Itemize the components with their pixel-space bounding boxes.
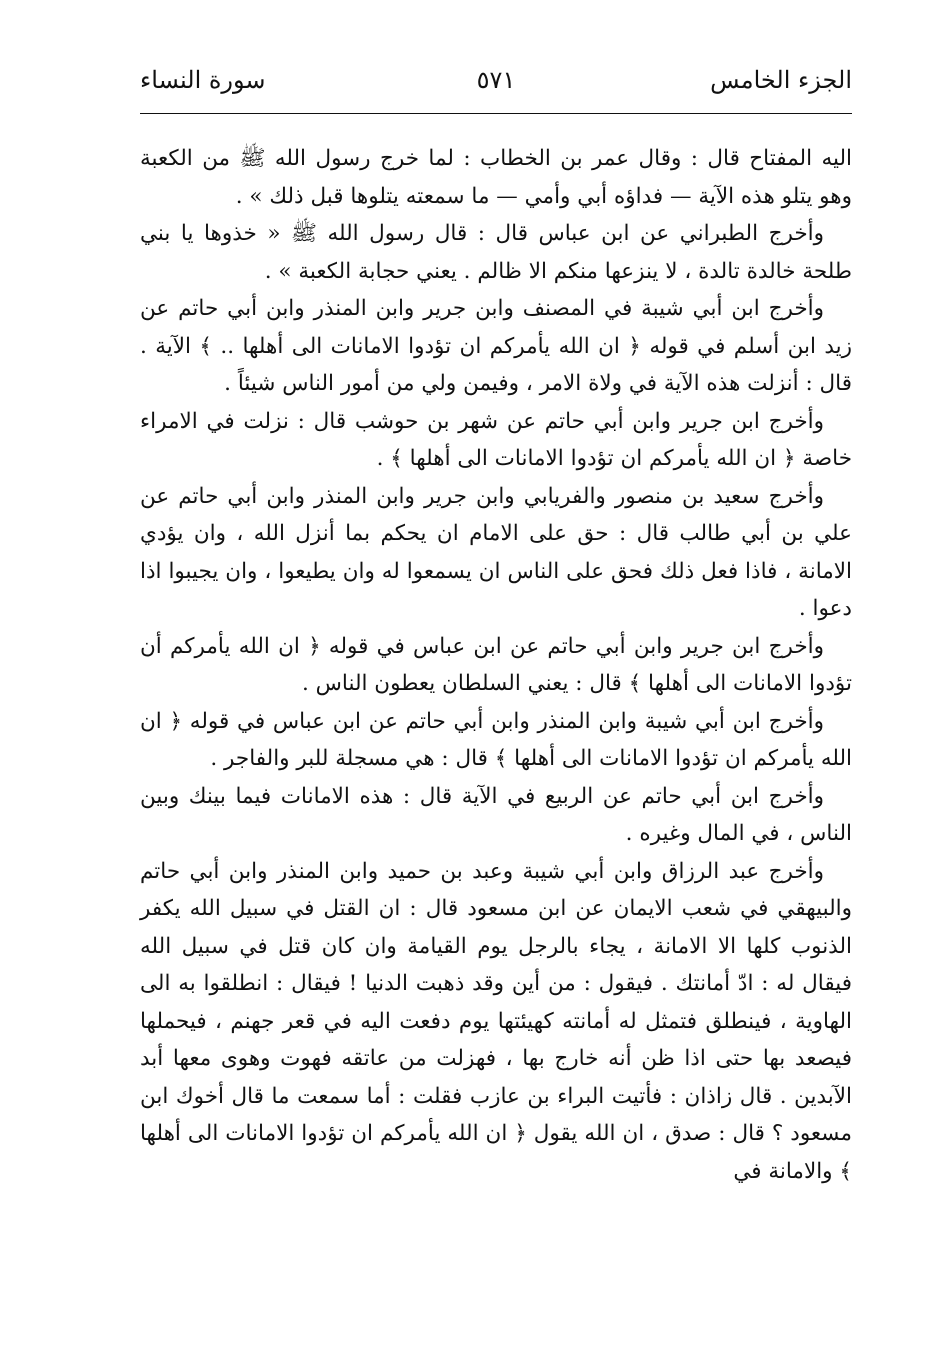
paragraph-2: وأخرج الطبراني عن ابن عباس قال : قال رسول الله ﷺ « خذوها يا بني طلحة خالدة تالدة ، لا ينزعها منكم الا ظالم . يعني حجابة الكعبة » . xyxy=(140,221,852,284)
header-surah-title: سورة النساء xyxy=(140,66,266,94)
paragraph-5: وأخرج سعيد بن منصور والفريابي وابن جرير وابن المنذر وابن أبي حاتم عن علي بن أبي طالب قال : حق على الامام ان يحكم بما أنزل الله ، وان يؤدي الامانة ، فاذا فعل ذلك فحق على الناس ان يسمعوا له وان يطيعوا ، وان يجيبوا اذا دعوا . xyxy=(140,483,852,621)
page-body xyxy=(140,140,852,1190)
paragraph-3: وأخرج ابن أبي شيبة في المصنف وابن جرير وابن المنذر وابن أبي حاتم عن زيد ابن أسلم في قوله ﴿ ان الله يأمركم ان تؤدوا الامانات الى أهلها .. ﴾ الآية . قال : أنزلت هذه الآية في ولاة الامر ، وفيمن ولي من أمور الناس شيئاً . xyxy=(140,296,852,396)
paragraph-4: وأخرج ابن جرير وابن أبي حاتم عن شهر بن حوشب قال : نزلت في الامراء خاصة ﴿ ان الله يأمركم ان تؤدوا الامانات الى أهلها ﴾ . xyxy=(140,408,852,471)
page-header xyxy=(140,62,852,102)
header-part-title: الجزء الخامس xyxy=(710,66,852,94)
paragraph-1: اليه المفتاح قال : وقال عمر بن الخطاب : لما خرج رسول الله ﷺ من الكعبة وهو يتلو هذه الآية — فداؤه أبي وأمي — ما سمعته يتلوها قبل ذلك » . xyxy=(140,146,852,209)
paragraph-6: وأخرج ابن جرير وابن أبي حاتم عن ابن عباس في قوله ﴿ ان الله يأمركم أن تؤدوا الامانات الى أهلها ﴾ قال : يعني السلطان يعطون الناس . xyxy=(140,633,852,696)
paragraph-7: وأخرج ابن أبي شيبة وابن المنذر وابن أبي حاتم عن ابن عباس في قوله ﴿ ان الله يأمركم ان تؤدوا الامانات الى أهلها ﴾ قال : هي مسجلة للبر والفاجر . xyxy=(140,708,852,771)
paragraph-9: وأخرج عبد الرزاق وابن أبي شيبة وعبد بن حميد وابن المنذر وابن أبي حاتم والبيهقي في شعب الايمان عن ابن مسعود قال : ان القتل في سبيل الله يكفر الذنوب كلها الا الامانة ، يجاء بالرجل يوم القيامة وان كان قتل في سبيل الله فيقال له : ادّ أمانتك . فيقول : من أين وقد ذهبت الدنيا ! فيقال : انطلقوا به الى الهاوية ، فينطلق فتمثل له أمانته كهيئتها يوم دفعت اليه في قعر جهنم ، فيحملها فيصعد بها حتى اذا ظن أنه خارج بها ، فهزلت من عاتقه فهوت وهوى معها أبد الآبدين . قال زاذان : فأتيت البراء بن عازب فقلت : أما سمعت ما قال أخوك ابن مسعود ؟ قال : صدق ، ان الله يقول ﴿ ان الله يأمركم ان تؤدوا الامانات الى أهلها ﴾ والامانة في xyxy=(140,858,852,1184)
paragraph-8: وأخرج ابن أبي حاتم عن الربيع في الآية قال : هذه الامانات فيما بينك وبين الناس ، في المال وغيره . xyxy=(140,783,852,846)
header-rule xyxy=(140,113,852,114)
page-number: ٥٧١ xyxy=(476,66,516,94)
